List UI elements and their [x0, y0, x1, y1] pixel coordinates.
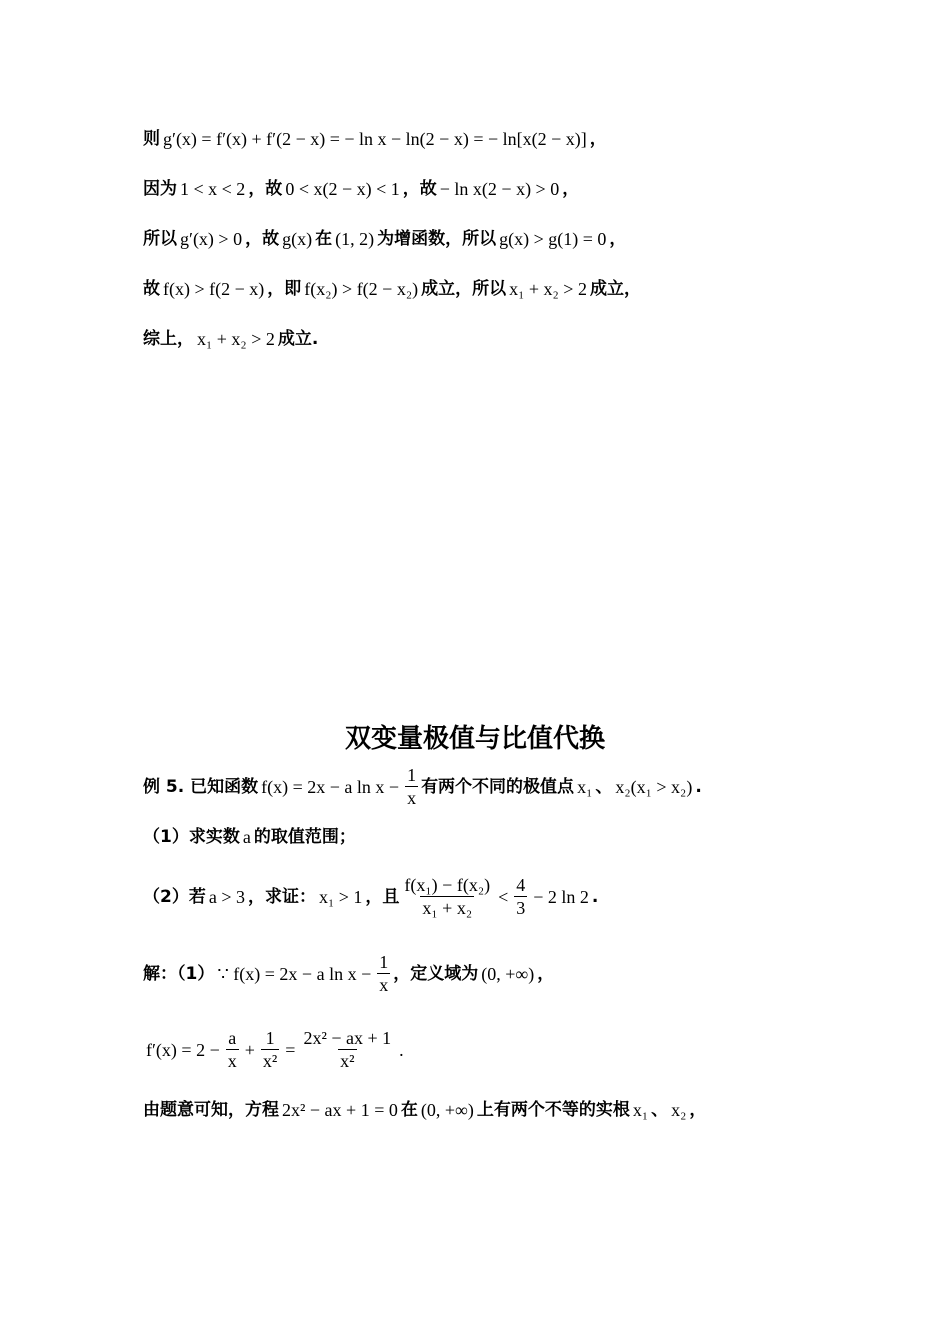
- text: ，: [562, 179, 580, 199]
- fraction: [405, 764, 418, 809]
- text: 成立，所以: [421, 279, 507, 299]
- math: =: [285, 1039, 296, 1060]
- text: ，定义域为: [393, 963, 479, 984]
- math: .: [399, 1039, 404, 1060]
- text: ，: [689, 1100, 707, 1120]
- proof-line-5: [143, 327, 318, 351]
- denominator: x: [379, 975, 389, 995]
- example-line-3: [143, 874, 598, 919]
- math: x₁ > 1: [318, 886, 363, 907]
- math: x₂: [671, 1100, 687, 1120]
- denominator: x²: [340, 1051, 355, 1071]
- text: （1）求实数: [143, 827, 240, 847]
- solution-line-3: [143, 1098, 706, 1122]
- text: 所以: [143, 229, 177, 249]
- fraction: [301, 1027, 393, 1072]
- text: ，: [537, 963, 555, 984]
- math: 1 < x < 2: [180, 179, 246, 199]
- numerator: f(x₁) − f(x₂): [404, 875, 491, 895]
- fraction: [377, 951, 390, 996]
- text: ，: [609, 229, 627, 249]
- math: g′(x) = f′(x) + f′(2 − x) = − ln x − ln(2 − x) = − ln[x(2 − x)]: [163, 129, 587, 149]
- text: 因为: [143, 179, 177, 199]
- text: 的取值范围；: [253, 827, 356, 847]
- fraction: [226, 1027, 239, 1072]
- math: f(x) > f(2 − x): [163, 279, 265, 299]
- math: a: [242, 827, 251, 847]
- text: ，: [589, 129, 607, 149]
- math: x₁: [632, 1100, 649, 1120]
- numerator: a: [228, 1028, 237, 1048]
- math: +: [244, 1039, 255, 1060]
- text: 有两个不同的极值点: [421, 776, 575, 797]
- denominator: 3: [516, 898, 526, 918]
- example-line-1: [143, 764, 702, 809]
- math: (0, +∞): [481, 963, 535, 984]
- denominator: x₁ + x₂: [422, 898, 473, 918]
- text: 为增函数，所以: [377, 229, 497, 249]
- text: （2）若: [143, 886, 206, 907]
- section-title: 双变量极值与比值代换: [344, 724, 605, 754]
- text: ，且: [365, 886, 400, 907]
- math: x₁ + x₂ > 2: [197, 329, 275, 349]
- text: ，故: [245, 229, 280, 249]
- denominator: x²: [262, 1051, 278, 1071]
- text: ，故: [248, 179, 283, 199]
- text: 、: [651, 1100, 669, 1120]
- math: (1, 2): [335, 229, 375, 249]
- fraction: [261, 1027, 279, 1072]
- text: 在: [400, 1100, 418, 1120]
- text: 在: [315, 229, 333, 249]
- denominator: x: [407, 788, 417, 808]
- math: ∵ f(x) = 2x − a ln x −: [217, 963, 372, 984]
- proof-line-1: [143, 127, 607, 151]
- math: 2x² − ax + 1 = 0: [282, 1100, 398, 1120]
- math: (0, +∞): [420, 1100, 474, 1120]
- text: 由题意可知，方程: [143, 1100, 279, 1120]
- numerator: 2x² − ax + 1: [303, 1028, 392, 1048]
- text: .: [591, 886, 599, 907]
- text: 成立，: [589, 279, 641, 299]
- math: f(x₂) > f(2 − x₂): [304, 279, 419, 299]
- proof-line-3: [143, 227, 626, 251]
- numerator: 1: [407, 765, 417, 785]
- math: − ln x(2 − x) > 0: [439, 179, 560, 199]
- math: f′(x) = 2 −: [146, 1039, 220, 1060]
- solution-line-2: [143, 1027, 407, 1072]
- math: 0 < x(2 − x) < 1: [285, 179, 400, 199]
- proof-line-4: [143, 277, 641, 301]
- text: 故: [143, 279, 160, 299]
- math: x₂(x₁ > x₂): [615, 776, 693, 797]
- fraction: [514, 874, 527, 919]
- math: a > 3: [208, 886, 245, 907]
- math: f(x) = 2x − a ln x −: [261, 776, 400, 797]
- text: 上有两个不等的实根: [476, 1100, 630, 1120]
- text: 则: [143, 129, 160, 149]
- math: g(x): [282, 229, 313, 249]
- math: <: [498, 886, 509, 907]
- proof-line-2: [143, 177, 579, 201]
- text: ，即: [267, 279, 302, 299]
- text: 解：（1）: [143, 963, 215, 984]
- text: .: [695, 776, 702, 797]
- math: g(x) > g(1) = 0: [499, 229, 607, 249]
- text: 例 5. 已知函数: [143, 776, 259, 797]
- math: x₁ + x₂ > 2: [509, 279, 587, 299]
- fraction: [402, 874, 492, 919]
- denominator: x: [227, 1051, 237, 1071]
- text: 成立.: [277, 329, 319, 349]
- math: − 2 ln 2: [533, 886, 589, 907]
- text: ，故: [402, 179, 437, 199]
- text: 综上，: [143, 329, 194, 349]
- numerator: 4: [516, 875, 526, 895]
- text: 、: [595, 776, 613, 797]
- solution-line-1: [143, 951, 554, 996]
- numerator: 1: [379, 952, 389, 972]
- example-line-2: [143, 825, 356, 849]
- math: x₁: [577, 776, 593, 797]
- numerator: 1: [265, 1028, 275, 1048]
- text: ，求证：: [247, 886, 316, 907]
- math: g′(x) > 0: [180, 229, 243, 249]
